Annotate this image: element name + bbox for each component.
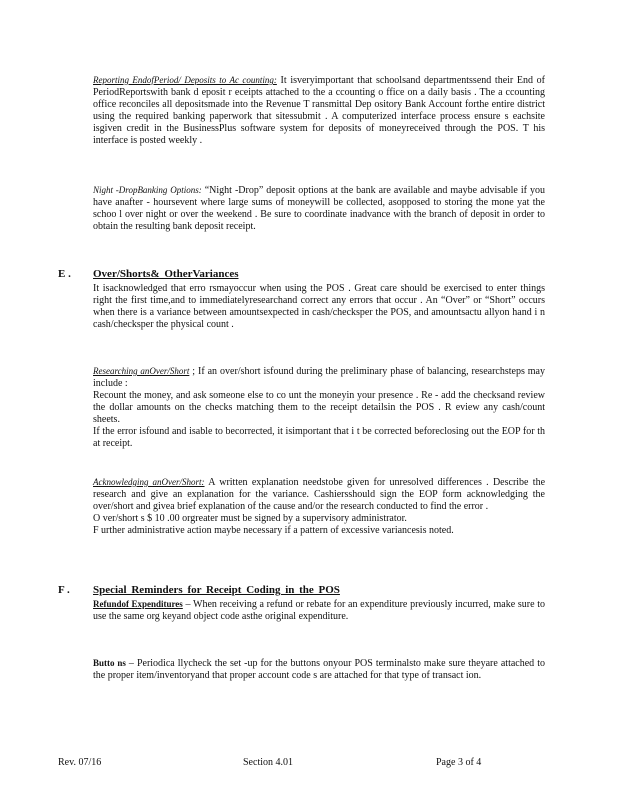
refund-paragraph <box>93 598 545 623</box>
acknowledging-lead: Acknowledging anOver/Short: <box>93 477 205 487</box>
acknowledging-text: A written explanation needstobe given for unresolved differences . Describe the research and give an explanation for the variance. Cashiersshould sign the EOP form acknowledging the over/short and givea brief explanation of the cause and/or the research conducted to find the error . <box>93 477 546 512</box>
footer-section: Section 4.01 <box>243 757 293 768</box>
refund-text: – When receiving a refund or rebate for an expenditure previously incurred, make sure to use the same org keyand object code asthe original expenditure. <box>93 599 546 622</box>
acknowledging-line-2: F urther administrative action maybe necessary if a pattern of excessive variancesis noted. <box>93 525 454 536</box>
footer-page-number: Page 3 of 4 <box>436 757 482 768</box>
night-drop-paragraph <box>93 184 545 233</box>
researching-paragraph <box>93 365 545 450</box>
section-f-letter: F . <box>58 584 70 596</box>
reporting-lead: Reporting EndofPeriod/ Deposits to Ac counting: <box>93 75 277 85</box>
buttons-lead: Butto ns <box>93 658 126 668</box>
refund-lead: Refundof Expenditures <box>93 599 183 609</box>
section-e-intro <box>93 283 545 331</box>
researching-step-2: If the error isfound and isable to becorrected, it isimportant that i t be corrected beforeclosing out the EOP for th at receipt. <box>93 426 545 449</box>
acknowledging-line-1: O ver/short s $ 10 .00 orgreater must be signed by a supervisory administrator. <box>93 513 407 524</box>
researching-text: ; If an over/short isfound during the preliminary phase of balancing, researchsteps may include : <box>93 366 545 389</box>
buttons-text: – Periodica llycheck the set -up for the buttons onyour POS terminalsto make sure theyare attached to the proper item/inventoryand that proper account code s are attached for that type of transact ion. <box>93 658 545 681</box>
reporting-text: It isveryimportant that schoolsand departmentssend their End of PeriodReportswith bank d eposit r eceipts attached to the a ccounting o ffice on a daily basis . The a ccounting office reconciles all depositsmade into the Revenue T ransmittal Dep ository Bank Account forthe entire district using the required banking paperwork that sitessubmit . A computerized interface process ensure s eachsite isgiven credit in the BusinessPlus software system for deposits of moneyreceived through the POS. T his interface is posted weekly . <box>93 75 546 146</box>
researching-lead: Researching anOver/Short <box>93 366 190 376</box>
section-e-letter: E . <box>58 268 71 280</box>
night-drop-lead: Night -DropBanking Options: <box>93 185 202 195</box>
researching-step-1: Recount the money, and ask someone else to co unt the moneyin your presence . Re - add the checksand review the dollar amounts on the checks matching them to the receipt detailsin the POS . R eview any cash/count sheets. <box>93 390 545 425</box>
buttons-paragraph <box>93 657 545 682</box>
acknowledging-paragraph <box>93 476 545 537</box>
section-e-title: Over/Shorts& OtherVariances <box>93 268 239 280</box>
section-e-intro-text: It isacknowledged that erro rsmayoccur when using the POS . Great care should be exercised to enter things right the first time,and to immediatelyresearchand correct any errors that occur . An “Over” or “Short” occurs when there is a variance between amountsexpected in cash/checksper the POS, and amountsactu allyon hand i n cash/checksper the physical count . <box>93 283 545 330</box>
reporting-paragraph <box>93 74 545 147</box>
night-drop-text: “Night -Drop” deposit options at the bank are available and maybe advisable if you have anafter - hoursevent where large sums of moneywill be collected, asopposed to storing the mone yat the schoo l over night or over the weekend . Be sure to coordinate inadvance with the branch of deposit in order to obtain the resulting bank deposit receipt. <box>93 185 545 232</box>
footer-revision: Rev. 07/16 <box>58 757 102 768</box>
section-f-title: Special Reminders for Receipt Coding in the POS <box>93 584 340 596</box>
